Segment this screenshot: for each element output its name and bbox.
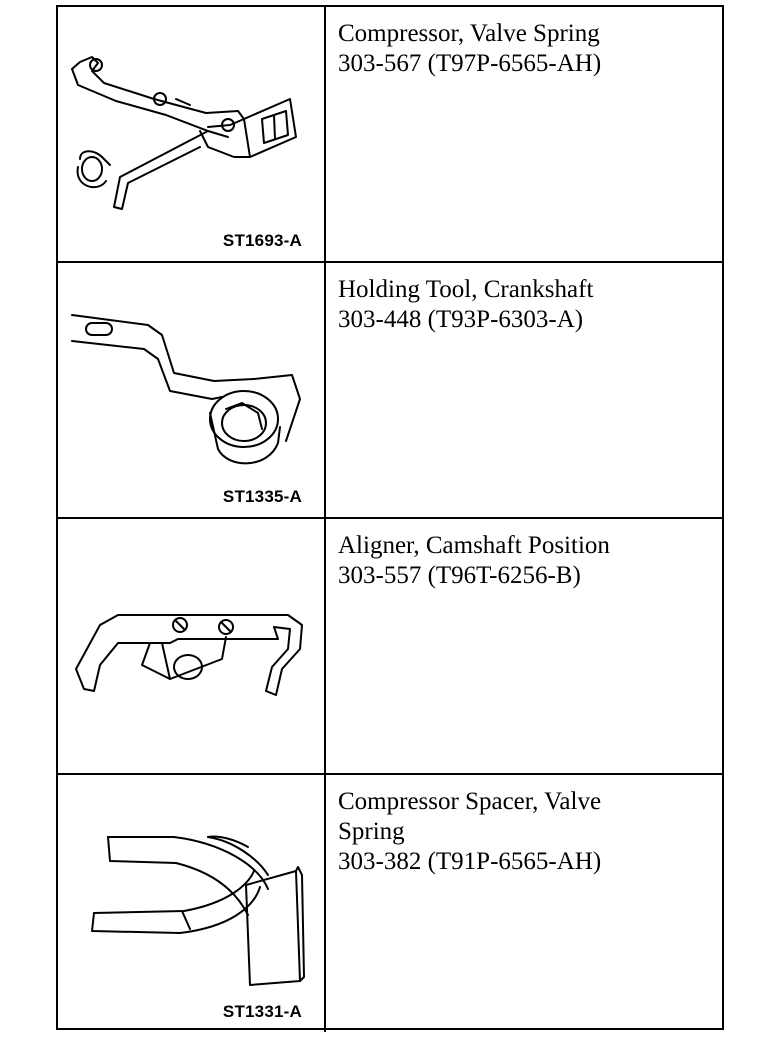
figure-id: ST1335-A	[222, 487, 302, 506]
tool-description	[338, 275, 714, 335]
crankshaft-holding-tool-illustration	[58, 263, 326, 519]
tool-name: Holding Tool, Crankshaft	[338, 276, 594, 303]
table-row	[58, 775, 722, 1032]
tool-number: 303-557 (T96T-6256-B)	[338, 562, 581, 589]
tool-number: 303-567 (T97P-6565-AH)	[338, 50, 602, 77]
illustration-cell	[58, 263, 326, 517]
illustration-cell	[58, 519, 326, 773]
tool-number: 303-448 (T93P-6303-A)	[338, 306, 584, 333]
valve-spring-compressor-spacer-illustration	[58, 775, 326, 1032]
special-tools-table	[56, 5, 724, 1030]
table-row	[58, 519, 722, 775]
tool-name: Compressor, Valve Spring	[338, 20, 600, 47]
tool-description	[338, 531, 714, 591]
tool-description	[338, 787, 714, 877]
tool-name: Aligner, Camshaft Position	[338, 532, 610, 559]
figure-id: ST1331-A	[222, 1002, 302, 1021]
tool-number: 303-382 (T91P-6565-AH)	[338, 848, 602, 875]
tool-description	[338, 19, 714, 79]
figure-id: ST1693-A	[222, 231, 302, 250]
table-row	[58, 263, 722, 519]
valve-spring-compressor-illustration	[58, 7, 326, 263]
camshaft-position-aligner-illustration	[58, 519, 326, 775]
table-row	[58, 7, 722, 263]
illustration-cell	[58, 775, 326, 1032]
illustration-cell	[58, 7, 326, 261]
tool-name: Compressor Spacer, Valve Spring	[338, 788, 602, 845]
